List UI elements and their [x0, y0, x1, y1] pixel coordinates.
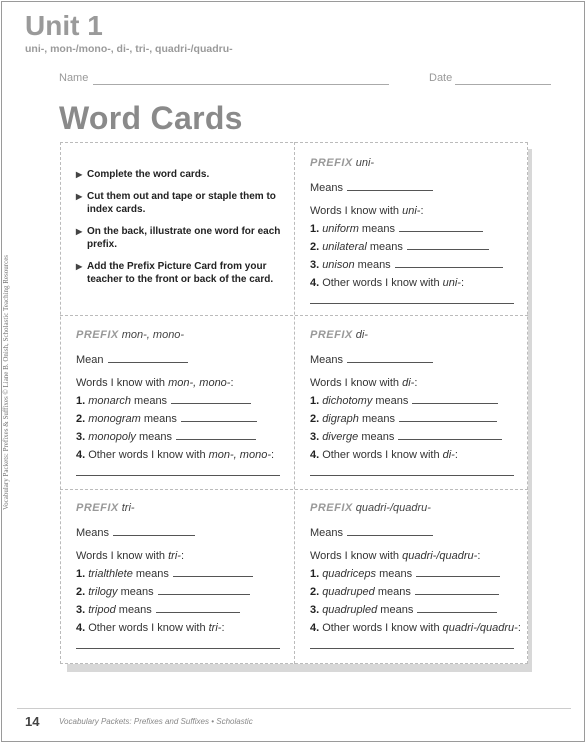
other-words-blank[interactable] — [310, 295, 514, 304]
words-label: Words I know with — [76, 550, 169, 562]
triangle-bullet-icon: ▶ — [76, 192, 83, 201]
word-card-di: PREFIX di- Means Words I know with di-: 1. dichotomy means 2. digraph means 3. diverge means 4. Other words I know with di-: — [310, 327, 528, 476]
date-label: Date — [429, 72, 453, 84]
prefix-label: PREFIX — [76, 502, 119, 514]
means-blank[interactable] — [347, 179, 433, 191]
answer-blank[interactable] — [415, 583, 499, 595]
answer-blank[interactable] — [171, 392, 251, 404]
answer-blank[interactable] — [416, 565, 500, 577]
answer-blank[interactable] — [156, 601, 240, 613]
answer-blank[interactable] — [399, 220, 483, 232]
means-blank[interactable] — [347, 524, 433, 536]
word-card-mono: PREFIX mon-, mono- Mean Words I know with mon-, mono-: 1. monarch means 2. monogram means 3. monopoly means 4. Other words I know with mon-, mono-: — [76, 327, 294, 476]
answer-blank[interactable] — [173, 565, 253, 577]
page-number: 14 — [25, 714, 40, 729]
prefix-value: uni- — [355, 157, 375, 169]
triangle-bullet-icon: ▶ — [76, 170, 83, 179]
answer-blank[interactable] — [181, 410, 257, 422]
prefix-value: di- — [355, 329, 368, 341]
name-label: Name — [59, 72, 89, 84]
words-label: Words I know with — [310, 550, 403, 562]
triangle-bullet-icon: ▶ — [76, 262, 83, 271]
other-words-blank[interactable] — [310, 640, 514, 649]
date-field[interactable] — [455, 84, 551, 85]
words-label: Words I know with — [310, 205, 403, 217]
unit-title: Unit 1 — [25, 10, 103, 41]
footer-text: Vocabulary Packets: Prefixes and Suffixes • Scholastic — [59, 717, 253, 726]
means-label: Means — [310, 182, 344, 194]
answer-blank[interactable] — [417, 601, 497, 613]
word-card-tri: PREFIX tri- Means Words I know with tri-: 1. trialthlete means 2. trilogy means 3. tripod means 4. Other words I know with tri-: — [76, 500, 294, 649]
answer-blank[interactable] — [407, 238, 489, 250]
prefix-value: mon-, mono- — [121, 329, 185, 341]
cut-line-horizontal — [60, 315, 528, 316]
means-label: Means — [76, 527, 110, 539]
word-card-uni: PREFIX uni- Means Words I know with uni-: 1. uniform means 2. unilateral means 3. unison means 4. Other words I know with uni-: — [310, 155, 528, 304]
prefix-value: tri- — [121, 502, 135, 514]
means-blank[interactable] — [108, 351, 188, 363]
cut-line-vertical — [294, 142, 295, 664]
words-label: Words I know with — [310, 377, 403, 389]
side-credit: Vocabulary Packets: Prefixes & Suffixes © Liane B. Onish, Scholastic Teaching Resources — [2, 254, 10, 510]
name-field[interactable] — [93, 84, 389, 85]
prefix-label: PREFIX — [310, 157, 353, 169]
prefix-value: quadri-/quadru- — [355, 502, 431, 514]
instruction-item: ▶ Add the Prefix Picture Card from your teacher to the front or back of the card. — [76, 261, 274, 285]
instructions-list — [76, 168, 284, 295]
triangle-bullet-icon: ▶ — [76, 227, 83, 236]
page-title: Word Cards — [59, 100, 243, 136]
answer-blank[interactable] — [158, 583, 250, 595]
prefix-label: PREFIX — [310, 329, 353, 341]
answer-blank[interactable] — [176, 428, 256, 440]
answer-blank[interactable] — [399, 410, 497, 422]
other-words-blank[interactable] — [76, 640, 280, 649]
answer-blank[interactable] — [398, 428, 502, 440]
means-label: Mean — [76, 354, 104, 366]
means-blank[interactable] — [113, 524, 195, 536]
footer-rule — [17, 708, 571, 709]
means-label: Means — [310, 354, 344, 366]
prefix-label: PREFIX — [76, 329, 119, 341]
means-blank[interactable] — [347, 351, 433, 363]
other-words-blank[interactable] — [310, 467, 514, 476]
instruction-item: ▶ Complete the word cards. — [76, 169, 210, 180]
word-card-quadri: PREFIX quadri-/quadru- Means Words I know with quadri-/quadru-: 1. quadriceps means 2. quadruped means 3. quadrupled means 4. Other words I know with quadri-/quadru-: — [310, 500, 528, 649]
answer-blank[interactable] — [395, 256, 503, 268]
unit-subtitle: uni-, mon-/mono-, di-, tri-, quadri-/quadru- — [25, 43, 233, 55]
instruction-item: ▶ On the back, illustrate one word for each prefix. — [76, 226, 281, 250]
instruction-item: ▶ Cut them out and tape or staple them to index cards. — [76, 191, 276, 215]
answer-blank[interactable] — [412, 392, 498, 404]
cut-line-horizontal — [60, 489, 528, 490]
prefix-label: PREFIX — [310, 502, 353, 514]
other-words-blank[interactable] — [76, 467, 280, 476]
means-label: Means — [310, 527, 344, 539]
words-label: Words I know with — [76, 377, 169, 389]
